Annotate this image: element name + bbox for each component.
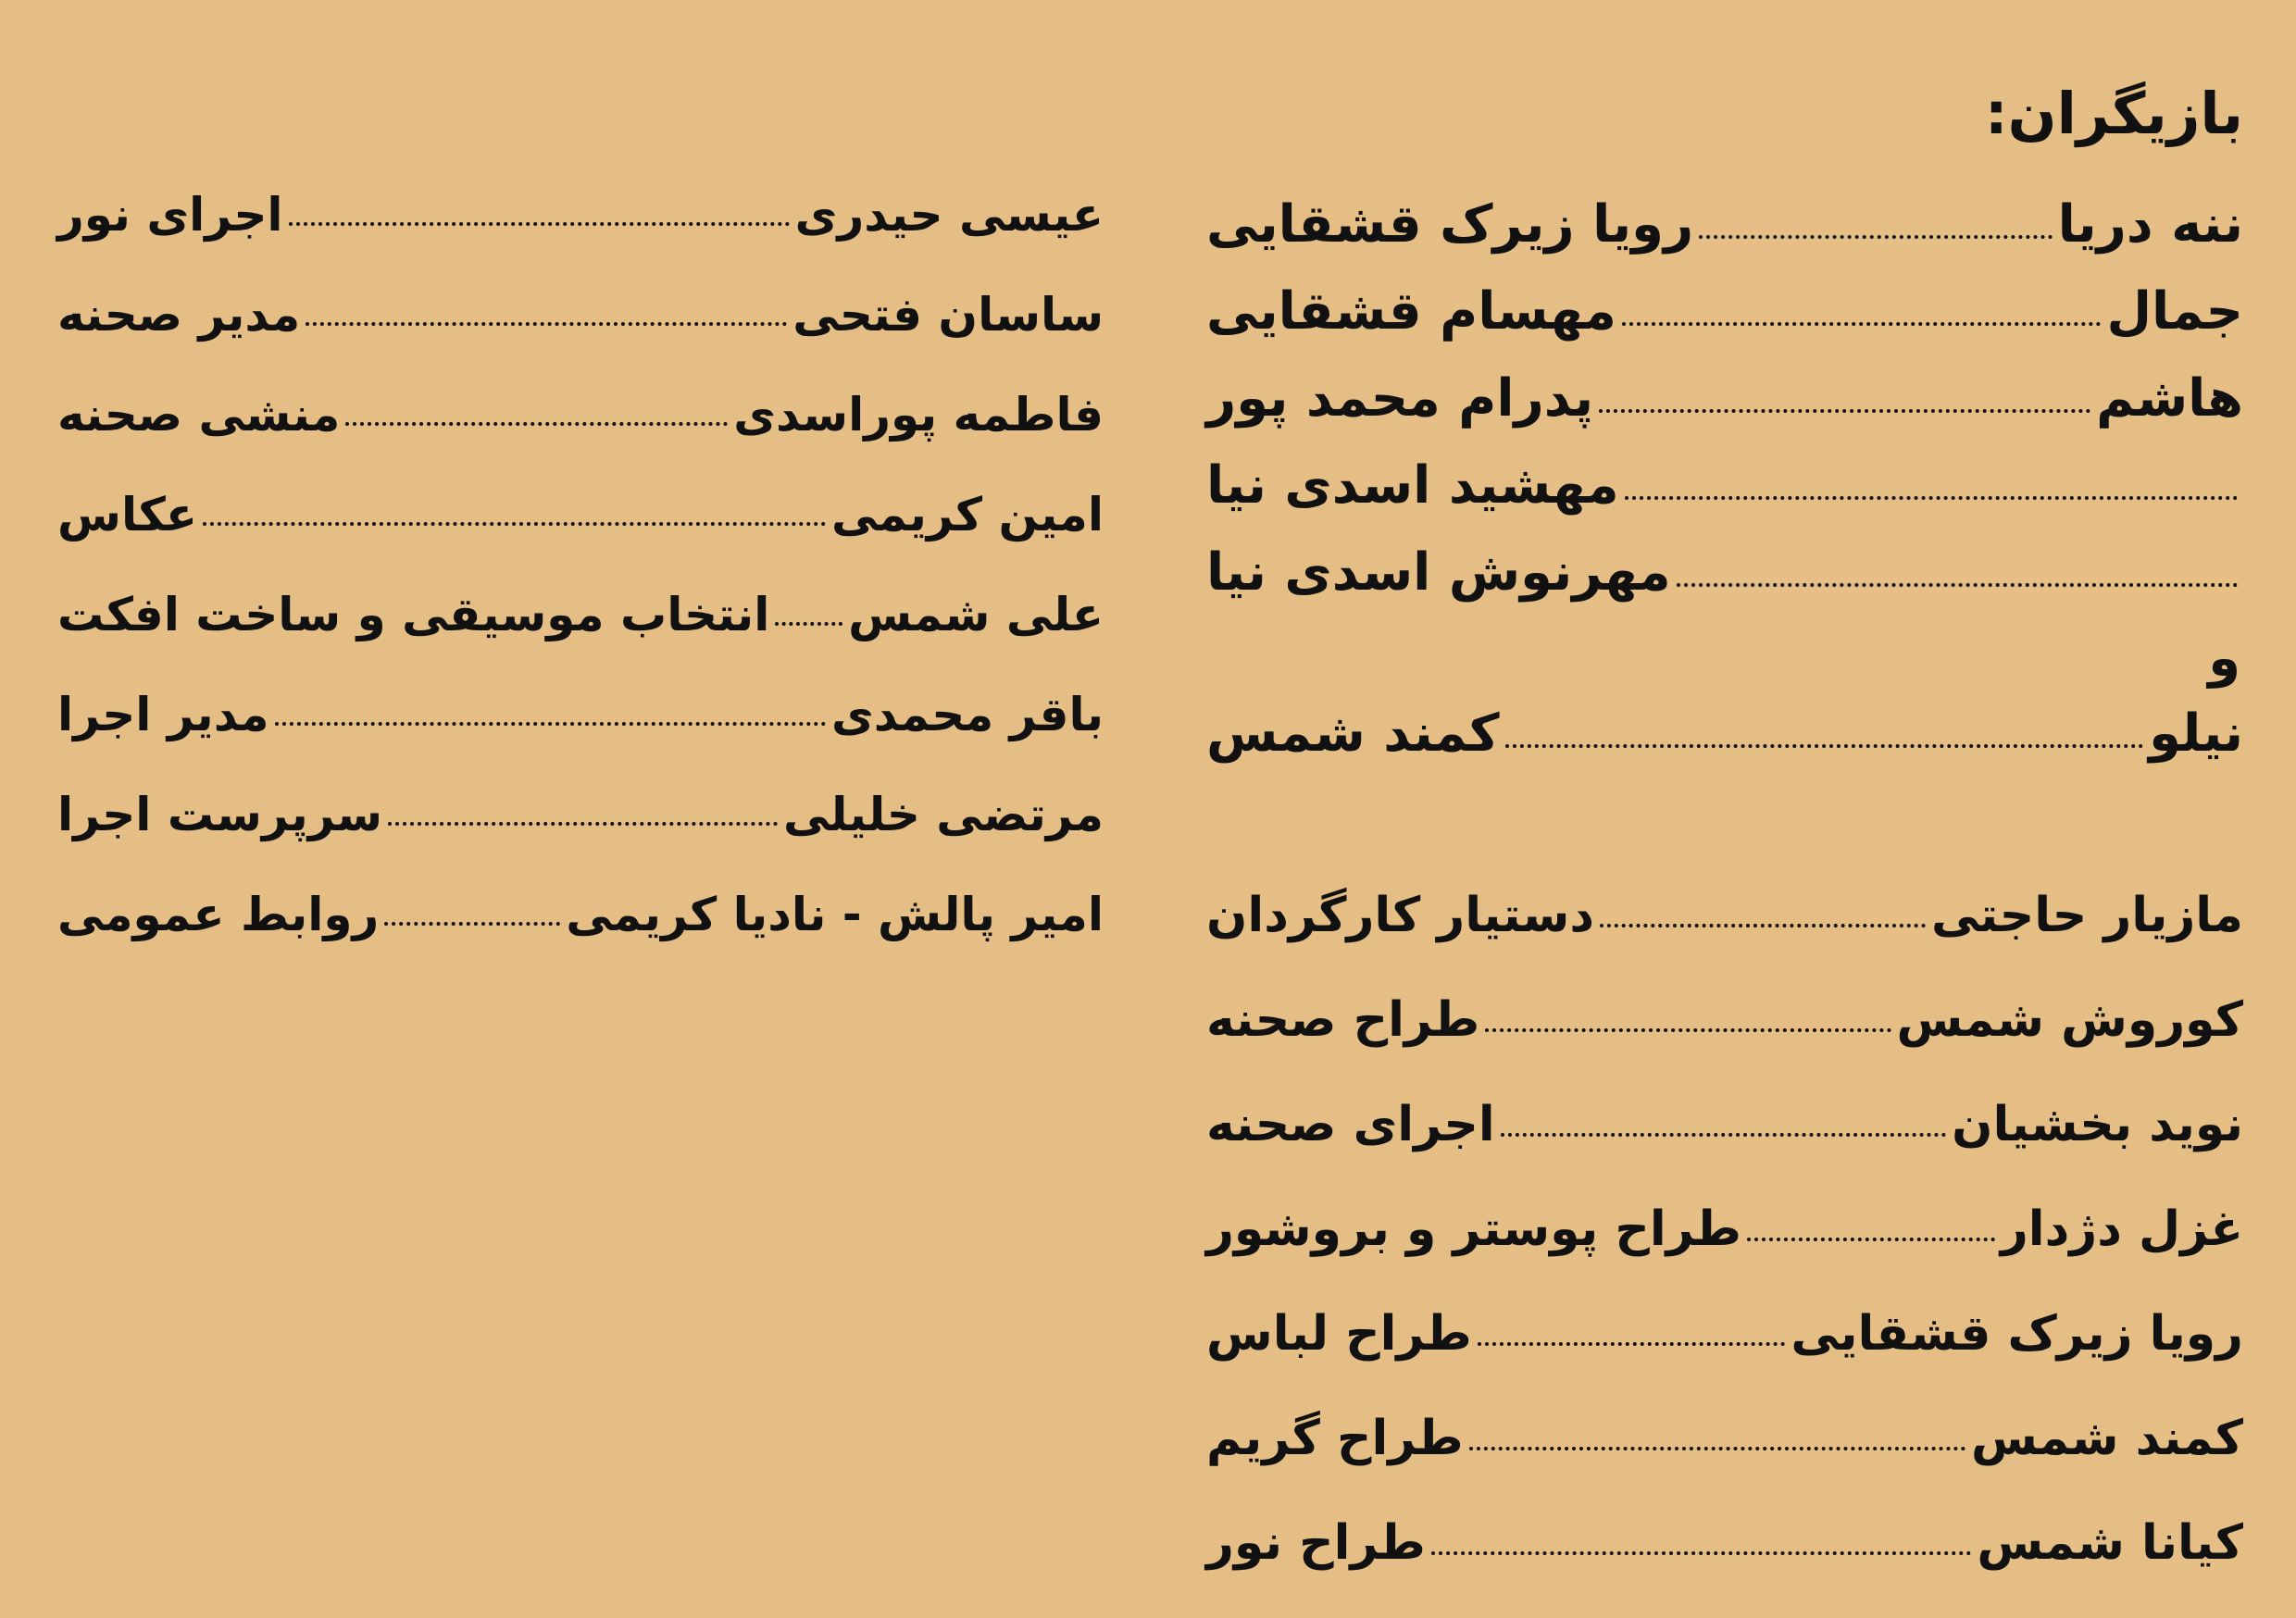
dot-leader (775, 622, 842, 626)
crew-row (57, 559, 1104, 642)
crew-row (57, 859, 1104, 942)
dot-leader (275, 722, 826, 726)
crew-role: مدیر صحنه (57, 288, 301, 342)
crew-name: رویا زیرک قشقایی (1791, 1305, 2243, 1362)
dot-leader (1469, 1447, 1965, 1450)
dot-leader (345, 422, 728, 426)
cast-row (1206, 681, 2243, 765)
dot-leader (1485, 1028, 1890, 1032)
actor-name: پدرام محمد پور (1206, 367, 1594, 429)
character-name: جمال (2106, 280, 2243, 342)
character-name: ننه دریا (2057, 193, 2243, 255)
crew-row (1206, 1488, 2243, 1572)
actor-name: مهسام قشقایی (1206, 280, 1616, 342)
crew-row (57, 259, 1104, 342)
crew-role: انتخاب موسیقی و ساخت افکت (57, 588, 770, 641)
crew-name: مرتضی خلیلی (783, 788, 1104, 841)
crew-name: علی شمس (848, 588, 1104, 641)
dot-leader (1431, 1551, 1972, 1555)
crew-role: عکاس (57, 488, 198, 541)
crew-role: طراح صحنه (1206, 991, 1480, 1048)
cast-row (1206, 259, 2243, 342)
dot-leader (1505, 744, 2144, 748)
crew-name: ساسان فتحی (792, 288, 1104, 342)
crew-name: کمند شمس (1971, 1410, 2243, 1466)
crew-role: سرپرست اجرا (57, 788, 383, 841)
dot-leader (1747, 1238, 1995, 1241)
crew-name: کوروش شمس (1896, 991, 2243, 1048)
crew-role: اجرای صحنه (1206, 1096, 1495, 1152)
dot-leader (289, 222, 790, 226)
crew-name: غزل دژدار (2000, 1201, 2243, 1257)
crew-row (57, 659, 1104, 742)
dot-leader (388, 822, 778, 826)
crew-row (57, 359, 1104, 442)
cast-heading: بازیگران: (1984, 80, 2243, 147)
dot-leader (203, 522, 826, 526)
crew-name: فاطمه پوراسدی (733, 388, 1104, 442)
crew-row (1206, 965, 2243, 1049)
crew-row (57, 159, 1104, 243)
dot-leader (306, 322, 787, 326)
crew-role: منشی صحنه (57, 388, 341, 442)
cast-row (1206, 172, 2243, 255)
dot-leader (1625, 496, 2238, 500)
actor-name: رویا زیرک قشقایی (1206, 193, 1694, 255)
crew-role: طراح پوستر و بروشور (1206, 1201, 1741, 1257)
dot-leader (1599, 409, 2090, 413)
actor-name: کمند شمس (1206, 703, 1500, 764)
crew-row (1206, 1384, 2243, 1467)
dot-leader (384, 922, 560, 926)
dot-leader (1699, 235, 2052, 239)
crew-name: امین کریمی (831, 488, 1104, 541)
crew-row (57, 459, 1104, 542)
dot-leader (1677, 583, 2238, 587)
dot-leader (1501, 1133, 1946, 1137)
dot-leader (1478, 1342, 1786, 1346)
crew-role: دستیار کارگردان (1206, 887, 1595, 943)
crew-row (1206, 1279, 2243, 1363)
crew-name: نوید بخشیان (1952, 1096, 2243, 1152)
cast-conjunction: و (2208, 629, 2240, 689)
crew-row (1206, 1175, 2243, 1258)
cast-row (1206, 433, 2243, 517)
crew-name: امیر پالش - نادیا کریمی (566, 888, 1104, 941)
actor-name: مهرنوش اسدی نیا (1206, 541, 1671, 603)
crew-name: عیسی حیدری (794, 188, 1104, 242)
crew-name: باقر محمدی (830, 688, 1104, 741)
character-name: هاشم (2096, 367, 2243, 429)
crew-role: روابط عمومی (57, 888, 380, 941)
crew-row (1206, 1070, 2243, 1153)
crew-row (57, 759, 1104, 842)
crew-role: طراح نور (1206, 1514, 1426, 1571)
crew-role: اجرای نور (57, 188, 283, 242)
character-name: نیلو (2149, 703, 2243, 764)
crew-role: مدیر اجرا (57, 688, 269, 741)
cast-row (1206, 520, 2243, 604)
crew-name: مازیار حاجتی (1930, 887, 2243, 943)
crew-row (1206, 861, 2243, 944)
dot-leader (1600, 924, 1926, 927)
crew-role: طراح گریم (1206, 1410, 1464, 1466)
crew-role: طراح لباس (1206, 1305, 1472, 1362)
crew-name: کیانا شمس (1977, 1514, 2243, 1571)
dot-leader (1622, 322, 2102, 326)
actor-name: مهشید اسدی نیا (1206, 454, 1619, 516)
cast-row (1206, 346, 2243, 429)
